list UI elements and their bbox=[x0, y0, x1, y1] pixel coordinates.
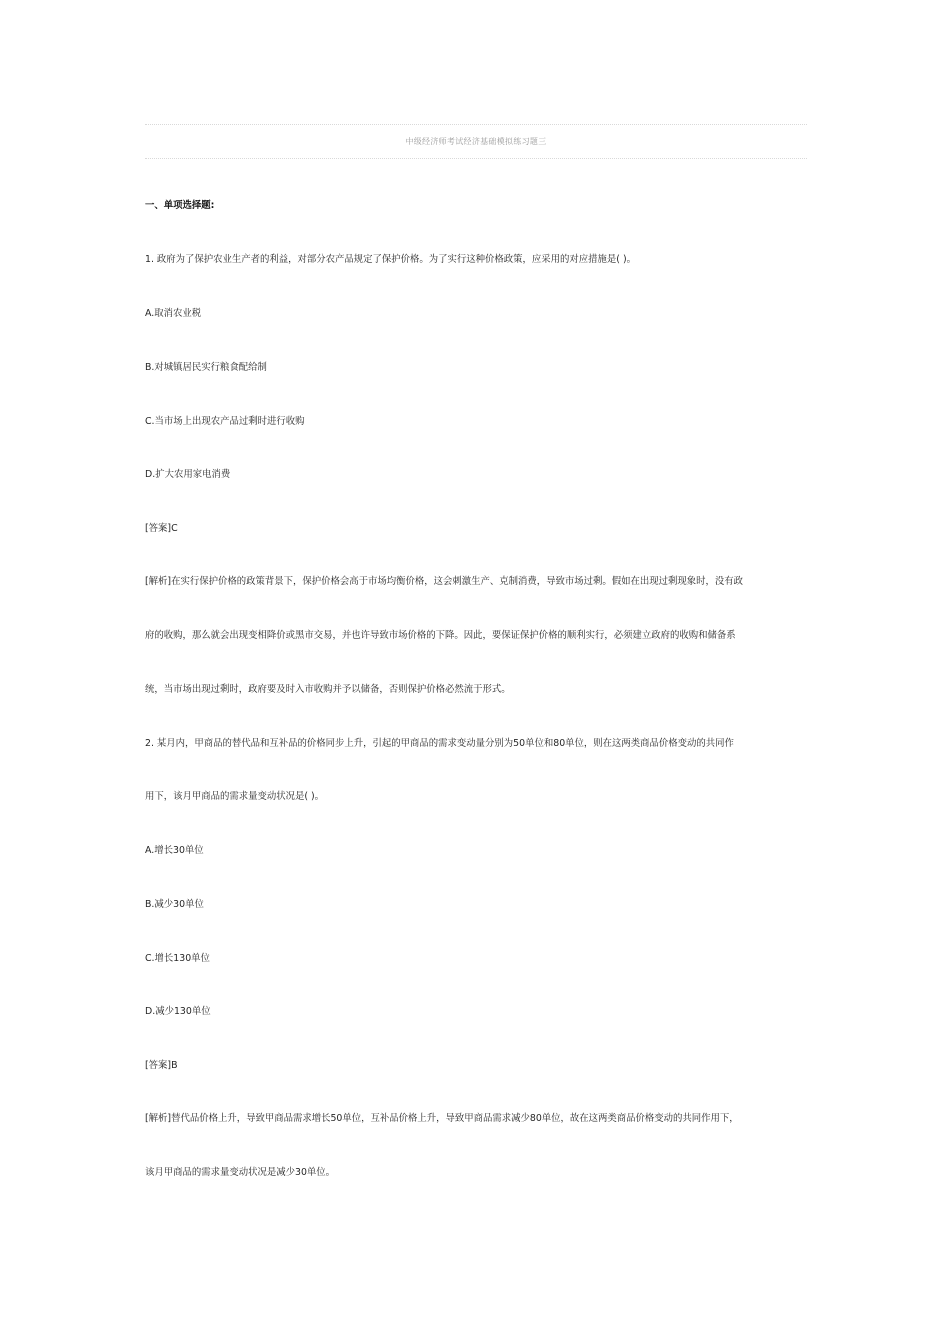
document-title: 中级经济师考试经济基础模拟练习题三 bbox=[405, 137, 547, 146]
question-2-option-b: B.减少30单位 bbox=[145, 899, 204, 910]
question-2-analysis-line: [解析]替代品价格上升，导致甲商品需求增长50单位，互补品价格上升，导致甲商品需求减少80单位，故在这两类商品价格变动的共同作用下， bbox=[145, 1113, 739, 1124]
question-1-analysis-line: 统，当市场出现过剩时，政府要及时入市收购并予以储备，否则保护价格必然流于形式。 bbox=[145, 684, 511, 695]
question-2-option-a: A.增长30单位 bbox=[145, 845, 204, 856]
question-1-stem: 1. 政府为了保护农业生产者的利益，对部分农产品规定了保护价格。为了实行这种价格政策，应采用的对应措施是( )。 bbox=[145, 254, 636, 265]
question-2-answer: [答案]B bbox=[145, 1060, 178, 1071]
question-2-option-c: C.增长130单位 bbox=[145, 953, 210, 964]
question-1-answer: [答案]C bbox=[145, 523, 178, 534]
title-top-divider bbox=[145, 124, 807, 125]
question-2-option-d: D.减少130单位 bbox=[145, 1006, 211, 1017]
question-2-stem-line: 2. 某月内，甲商品的替代品和互补品的价格同步上升，引起的甲商品的需求变动量分别为50单位和80单位，则在这两类商品价格变动的共同作 bbox=[145, 738, 734, 749]
question-1-option-b: B.对城镇居民实行粮食配给制 bbox=[145, 362, 267, 373]
section-heading: 一、单项选择题: bbox=[145, 200, 215, 211]
question-2-stem-line: 用下，该月甲商品的需求量变动状况是( )。 bbox=[145, 791, 325, 802]
question-1-option-d: D.扩大农用家电消费 bbox=[145, 469, 231, 480]
question-1-option-a: A.取消农业税 bbox=[145, 308, 202, 319]
title-bottom-divider bbox=[145, 158, 807, 159]
question-2-analysis-line: 该月甲商品的需求量变动状况是减少30单位。 bbox=[145, 1167, 336, 1178]
question-1-analysis-line: 府的收购，那么就会出现变相降价或黑市交易，并也许导致市场价格的下降。因此，要保证保护价格的顺利实行，必须建立政府的收购和储备系 bbox=[145, 630, 736, 641]
question-1-option-c: C.当市场上出现农产品过剩时进行收购 bbox=[145, 416, 305, 427]
question-1-analysis-line: [解析]在实行保护价格的政策背景下，保护价格会高于市场均衡价格，这会刺激生产、克制消费，导致市场过剩。假如在出现过剩现象时，没有政 bbox=[145, 576, 743, 587]
